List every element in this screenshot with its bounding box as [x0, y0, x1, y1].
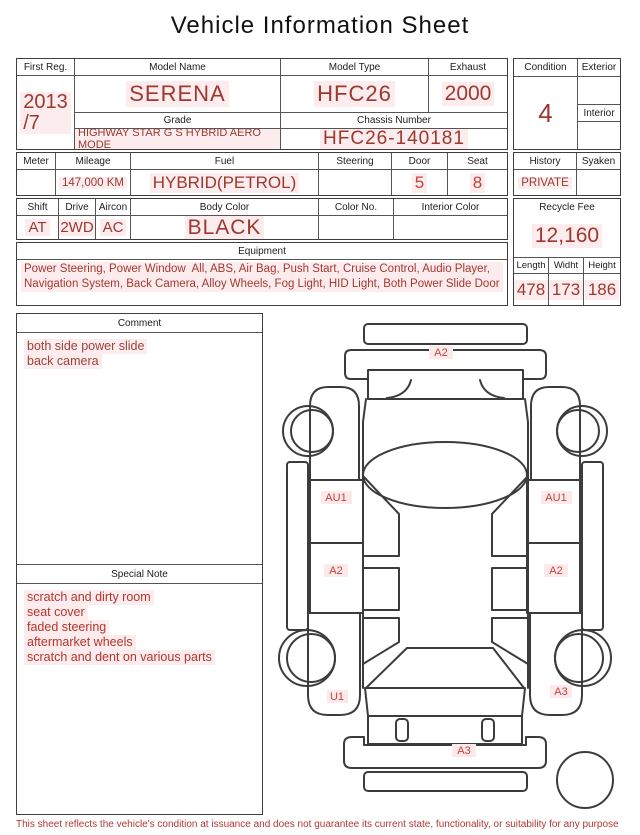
equipment-label: Equipment [17, 243, 507, 260]
seat-label: Seat [448, 153, 507, 170]
condition-column [514, 59, 578, 149]
exterior-value [578, 77, 620, 105]
car-left-side-group [279, 387, 363, 715]
drive-value: 2WD [59, 216, 96, 239]
color-no-value [319, 216, 394, 239]
damage-label-rear-bumper: A3 [457, 745, 471, 757]
comment-label: Comment [17, 314, 262, 333]
model-type-label: Model Type [281, 59, 429, 76]
recycle-fee-box [513, 198, 621, 306]
equipment-list: Power Steering, Power Window All, ABS, Air Bag, Push Start, Cruise Control, Audio Player, Navigation System, Back Camera, Alloy Wheels, Fog Light, HID Light, Both Power Slide Door [17, 260, 507, 305]
meter-value [17, 170, 56, 195]
damage-label-left-slide-door: A2 [329, 565, 343, 577]
grade-value: HIGHWAY STAR G S HYBRID AERO MODE [75, 129, 281, 149]
fuel-label: Fuel [131, 153, 319, 170]
special-note-line: scratch and dent on various parts [24, 650, 215, 665]
first-reg-label: First Reg. [17, 59, 75, 76]
grade-label: Grade [75, 113, 281, 129]
car-damage-diagram [270, 310, 640, 810]
syaken-label: Syaken [577, 153, 620, 170]
history-box [513, 152, 621, 196]
damage-label-left-front-door: AU1 [325, 492, 347, 504]
aircon-label: Aircon [96, 199, 131, 216]
interior-label: Interior [578, 105, 620, 122]
exhaust-value: 2000 [429, 76, 507, 113]
damage-label-right-front-door: AU1 [545, 492, 567, 504]
height-value: 186 [584, 274, 620, 305]
disclaimer-text: This sheet reflects the vehicle's condition at issuance and does not guarantee its current state, functionality, or suitability for any purpose [16, 819, 619, 830]
color-no-label: Color No. [319, 199, 394, 216]
body-color-value: BLACK [131, 216, 319, 239]
chassis-value: HFC26-140181 [281, 129, 507, 149]
width-label: Widht [549, 258, 584, 274]
comment-line: back camera [24, 354, 102, 369]
model-name-value: SERENA [75, 76, 281, 113]
meter-table [16, 152, 508, 196]
width-value: 173 [549, 274, 584, 305]
model-type-value: HFC26 [281, 76, 429, 113]
recycle-fee-label: Recycle Fee [539, 201, 595, 213]
equipment-box [16, 242, 508, 306]
height-label: Height [584, 258, 620, 274]
condition-label: Condition [514, 59, 577, 77]
door-value: 5 [392, 170, 448, 195]
interior-color-value [394, 216, 507, 239]
special-note-line: scratch and dirty room [24, 590, 154, 605]
exterior-label: Exterior [578, 59, 620, 77]
aircon-value: AC [96, 216, 131, 239]
interior-color-label: Interior Color [394, 199, 507, 216]
interior-value [578, 122, 620, 149]
history-value: PRIVATE [514, 170, 577, 195]
car-cabin-group [363, 399, 528, 688]
comment-text [17, 333, 262, 564]
car-rear-group [344, 648, 546, 791]
special-note-line: seat cover [24, 605, 88, 620]
damage-label-right-rear-fender: A3 [554, 686, 568, 698]
drive-label: Drive [59, 199, 96, 216]
condition-box [513, 58, 621, 150]
special-note-text [17, 584, 262, 814]
damage-label-front-bumper: A2 [434, 347, 448, 359]
chassis-label: Chassis Number [281, 113, 507, 129]
meter-label: Meter [17, 153, 56, 170]
mileage-label: Mileage [56, 153, 131, 170]
syaken-value [577, 170, 620, 195]
damage-label-left-rear-fender: U1 [329, 691, 345, 703]
length-label: Length [514, 258, 549, 274]
shift-value: AT [17, 216, 59, 239]
first-reg-month: /7 [23, 111, 40, 134]
mileage-value: 147,000 KM [56, 170, 131, 195]
door-label: Door [392, 153, 448, 170]
page-title: Vehicle Information Sheet [170, 12, 470, 39]
shift-label: Shift [17, 199, 59, 216]
comment-line: both side power slide [24, 339, 147, 354]
first-reg-year: 2013 [23, 90, 68, 113]
first-reg-value [17, 76, 75, 149]
top-info-table [16, 58, 508, 150]
model-name-label: Model Name [75, 59, 281, 76]
shift-table [16, 198, 508, 240]
history-label: History [514, 153, 577, 170]
special-note-line: aftermarket wheels [24, 635, 136, 650]
car-right-side-group [527, 387, 611, 715]
length-value: 478 [514, 274, 549, 305]
steering-value [319, 170, 392, 195]
damage-label-right-slide-door: A2 [549, 565, 563, 577]
dimensions-table [514, 257, 620, 305]
special-note-line: faded steering [24, 620, 109, 635]
recycle-fee-value: 12,160 [514, 215, 620, 257]
fuel-value: HYBRID(PETROL) [131, 170, 319, 195]
body-color-label: Body Color [131, 199, 319, 216]
condition-value: 4 [538, 97, 553, 128]
comment-box [16, 313, 263, 815]
steering-label: Steering [319, 153, 392, 170]
spare-wheel-circle [557, 752, 613, 808]
car-front-group [345, 324, 546, 399]
seat-value: 8 [448, 170, 507, 195]
special-note-label: Special Note [17, 564, 262, 584]
exterior-interior-column [578, 59, 620, 149]
exhaust-label: Exhaust [429, 59, 507, 76]
